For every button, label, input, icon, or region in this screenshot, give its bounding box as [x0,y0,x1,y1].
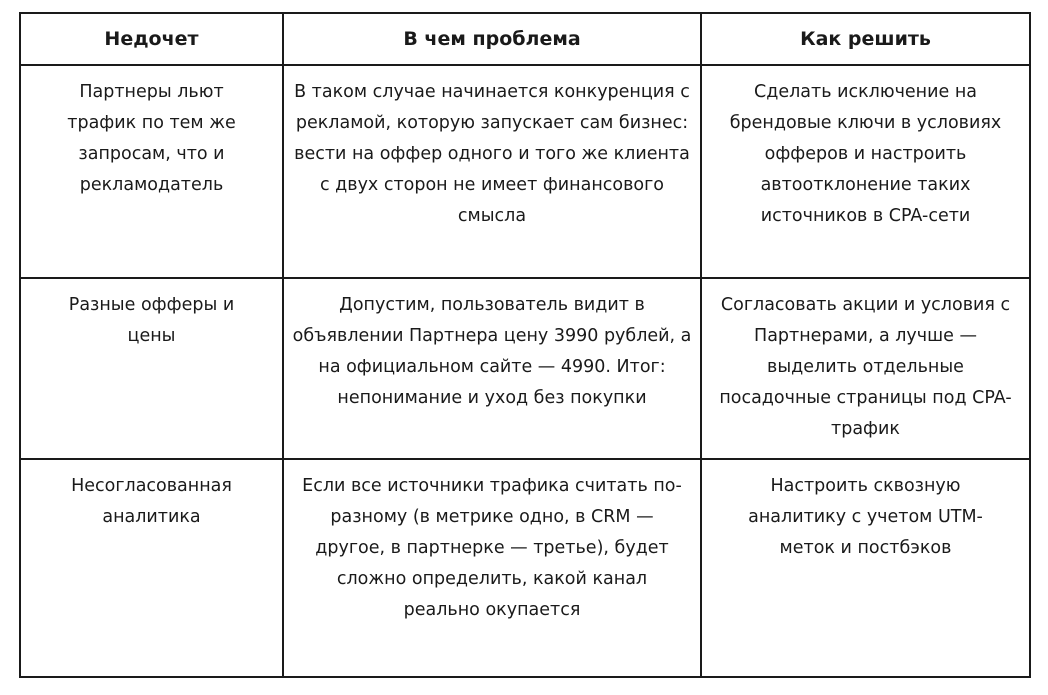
cell-problem [283,278,701,459]
cell-issue [20,65,283,278]
cell-problem [283,459,701,677]
table-row [20,65,1030,278]
table-row [20,459,1030,677]
cell-issue [20,459,283,677]
header-problem: В чем проблема [283,13,701,65]
cell-solution-text: Настроить сквозную аналитику с учетом UTM-меток и постбэков [748,476,983,558]
comparison-table-wrapper [19,12,1031,678]
cell-problem-text: В таком случае начинается конкуренция с рекламой, которую запускает сам бизнес: вести на оффер одного и того же клиента с двух сторон не имеет финансового смысла [294,82,690,226]
table-row [20,278,1030,459]
cell-problem-text: Допустим, пользователь видит в объявлении Партнера цену 3990 рублей, а на официальном сайте — 4990. Итог: непонимание и уход без покупки [292,295,692,408]
cell-solution [701,65,1030,278]
header-issue: Недочет [20,13,283,65]
table-header-row [20,13,1030,65]
cell-solution [701,459,1030,677]
cell-solution-text: Согласовать акции и условия с Партнерами, а лучше — выделить отдельные посадочные страницы под CPA-трафик [719,295,1012,439]
cell-solution-text: Сделать исключение на брендовые ключи в условиях офферов и настроить автоотклонение таких источников в CPA-сети [729,82,1002,226]
cell-problem [283,65,701,278]
cell-issue-text: Партнеры льют трафик по тем же запросам, что и рекламодатель [67,82,236,195]
comparison-table [19,12,1031,678]
cell-solution [701,278,1030,459]
cell-issue-text: Несогласованная аналитика [71,476,232,527]
header-solution: Как решить [701,13,1030,65]
cell-problem-text: Если все источники трафика считать по-разному (в метрике одно, в CRM — другое, в партнерке — третье), будет сложно определить, какой канал реально окупается [302,476,682,620]
cell-issue-text: Разные офферы и цены [68,295,235,346]
cell-issue [20,278,283,459]
